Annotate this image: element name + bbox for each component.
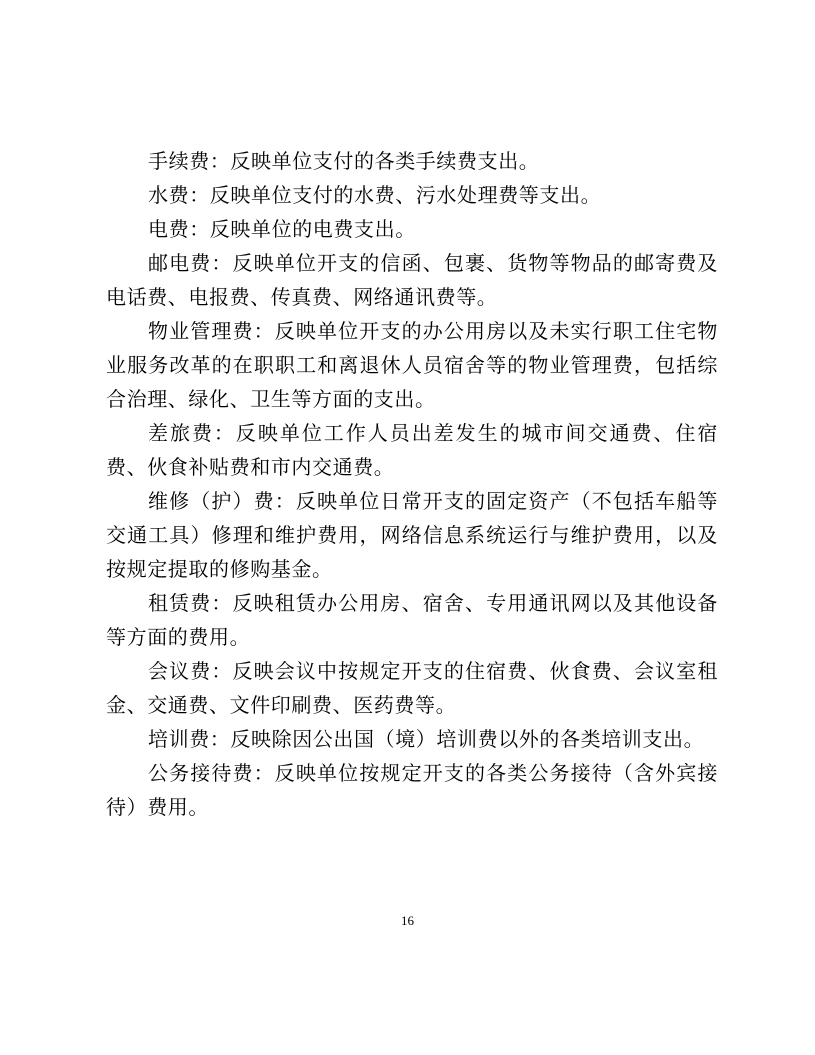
paragraph-meeting-fee: 会议费：反映会议中按规定开支的住宿费、伙食费、会议室租金、交通费、文件印刷费、医药费等。 xyxy=(106,659,718,717)
page-number: 16 xyxy=(401,913,414,928)
paragraph-water-fee: 水费：反映单位支付的水费、污水处理费等支出。 xyxy=(148,183,602,207)
paragraph-official-reception-fee: 公务接待费：反映单位按规定开支的各类公务接待（含外宾接待）费用。 xyxy=(106,761,718,819)
document-body xyxy=(106,144,718,824)
paragraph-training-fee: 培训费：反映除因公出国（境）培训费以外的各类培训支出。 xyxy=(148,727,705,751)
paragraph-travel-fee: 差旅费：反映单位工作人员出差发生的城市间交通费、住宿费、伙食补贴费和市内交通费。 xyxy=(106,421,718,479)
paragraph-maintenance-fee: 维修（护）费：反映单位日常开支的固定资产（不包括车船等交通工具）修理和维护费用，网络信息系统运行与维护费用，以及按规定提取的修购基金。 xyxy=(106,489,718,581)
paragraph-property-management-fee: 物业管理费：反映单位开支的办公用房以及未实行职工住宅物业服务改革的在职职工和离退休人员宿舍等的物业管理费，包括综合治理、绿化、卫生等方面的支出。 xyxy=(106,319,718,411)
paragraph-postal-telecom-fee: 邮电费：反映单位开支的信函、包裹、货物等物品的邮寄费及电话费、电报费、传真费、网络通讯费等。 xyxy=(106,251,718,309)
paragraph-rental-fee: 租赁费：反映租赁办公用房、宿舍、专用通讯网以及其他设备等方面的费用。 xyxy=(106,591,718,649)
paragraph-electricity-fee: 电费：反映单位的电费支出。 xyxy=(148,217,416,241)
paragraph-handling-fee: 手续费：反映单位支付的各类手续费支出。 xyxy=(148,149,540,173)
